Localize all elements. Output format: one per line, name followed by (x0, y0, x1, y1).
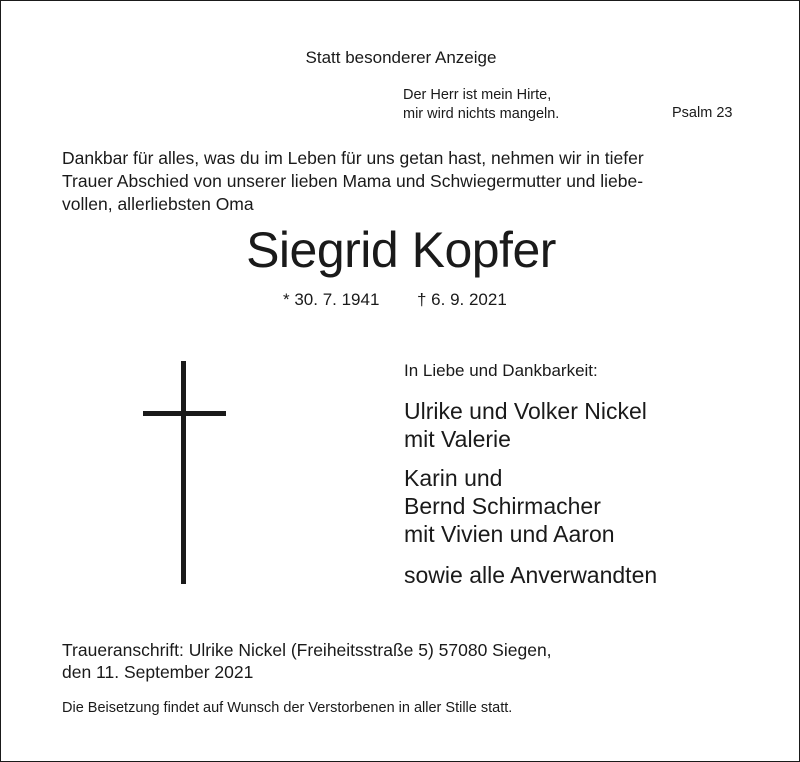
intro-line-3: vollen, allerliebsten Oma (62, 194, 254, 214)
mourner-line: mit Vivien und Aaron (404, 521, 615, 547)
address-line-1: Traueranschrift: Ulrike Nickel (Freiheitsstraße 5) 57080 Siegen, (62, 640, 552, 660)
intro-line-1: Dankbar für alles, was du im Leben für uns getan hast, nehmen wir in tiefer (62, 148, 644, 168)
psalm-reference: Psalm 23 (672, 105, 733, 121)
burial-note: Die Beisetzung findet auf Wunsch der Verstorbenen in aller Stille statt. (62, 700, 513, 716)
mourner-line: mit Valerie (404, 426, 511, 452)
psalm-line-1: Der Herr ist mein Hirte, (403, 87, 552, 103)
intro-line-2: Trauer Abschied von unserer lieben Mama und Schwiegermutter und liebe- (62, 171, 644, 191)
mourner-line: Ulrike und Volker Nickel (404, 398, 647, 424)
mourner-line: Bernd Schirmacher (404, 493, 601, 519)
cross-horizontal-bar (143, 411, 226, 416)
mourners-intro: In Liebe und Dankbarkeit: (404, 361, 598, 380)
deceased-name: Siegrid Kopfer (246, 222, 556, 278)
address-line-2: den 11. September 2021 (62, 662, 254, 682)
intro-text (62, 147, 742, 216)
mourner-line: sowie alle Anverwandten (404, 562, 658, 588)
death-date: † 6. 9. 2021 (417, 290, 507, 309)
mourner-group-relatives (404, 561, 657, 589)
psalm-line-2: mir wird nichts mangeln. (403, 106, 560, 122)
mourning-address (62, 639, 552, 683)
psalm-quote (403, 86, 559, 124)
cross-vertical-bar (181, 361, 186, 584)
birth-date: * 30. 7. 1941 (283, 290, 380, 309)
mourner-line: Karin und (404, 465, 503, 491)
mourner-group-nickel (404, 397, 647, 453)
notice-header: Statt besonderer Anzeige (305, 48, 497, 67)
mourner-group-schirmacher (404, 464, 615, 548)
